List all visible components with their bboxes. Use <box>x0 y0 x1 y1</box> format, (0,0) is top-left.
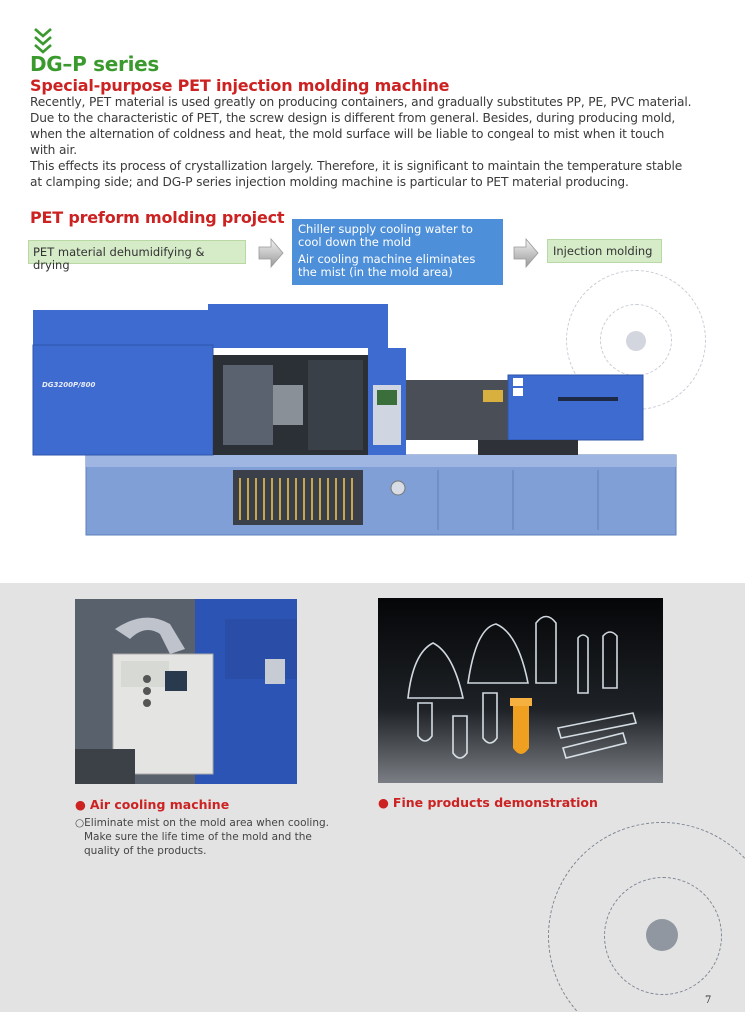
air-cooling-caption-title <box>75 797 229 812</box>
circle-outline-icon: ○ <box>75 817 85 829</box>
intro-line: This effects its process of crystallization largely. Therefore, it is significant to maintain the temperature stable <box>30 159 683 173</box>
right-arrow-icon <box>258 238 284 268</box>
air-cooling-machine-photo <box>75 599 297 784</box>
intro-text <box>30 94 730 190</box>
series-title: DG–P series <box>30 52 159 76</box>
flow-step-cooling-line: Air cooling machine eliminates the mist (in the mold area) <box>298 252 476 279</box>
flow-step-cooling <box>292 219 503 285</box>
intro-line: Recently, PET material is used greatly on producing containers, and gradually substitutes PP, PE, PVC material. <box>30 95 692 109</box>
chevron-down-double-icon <box>32 26 54 54</box>
right-arrow-icon <box>513 238 539 268</box>
products-caption-title <box>378 795 598 810</box>
intro-line: with air. <box>30 143 78 157</box>
decorative-dot <box>646 919 678 951</box>
air-cooling-description-line: Make sure the life time of the mold and the <box>84 831 312 843</box>
injection-molding-machine-image <box>28 300 678 540</box>
air-cooling-description-text: Eliminate mist on the mold area when cooling. <box>84 817 329 829</box>
flow-step-drying: PET material dehumidifying & drying <box>28 240 246 264</box>
page-heading: Special-purpose PET injection molding machine <box>30 76 450 95</box>
products-title-text: Fine products demonstration <box>392 795 598 810</box>
flow-step-injection: Injection molding <box>547 239 662 263</box>
intro-line: at clamping side; and DG-P series injection molding machine is particular to PET material producing. <box>30 175 629 189</box>
air-cooling-description-line <box>75 816 335 830</box>
machine-model-label: DG3200P/800 <box>42 381 96 389</box>
intro-line: when the alternation of coldness and heat, the mold surface will be liable to congeal to mist when it touch <box>30 127 665 141</box>
bullet-icon: ● <box>378 795 389 810</box>
pet-preform-products-photo <box>378 598 663 783</box>
bullet-icon: ● <box>75 797 86 812</box>
air-cooling-description <box>75 816 335 858</box>
air-cooling-title-text: Air cooling machine <box>89 797 230 812</box>
intro-line: Due to the characteristic of PET, the screw design is different from general. Besides, during producing mold, <box>30 111 676 125</box>
project-heading: PET preform molding project <box>30 208 285 227</box>
page-number: 7 <box>705 995 712 1006</box>
flow-step-cooling-line: Chiller supply cooling water to cool down the mold <box>298 222 473 249</box>
air-cooling-description-line: quality of the products. <box>84 845 207 857</box>
